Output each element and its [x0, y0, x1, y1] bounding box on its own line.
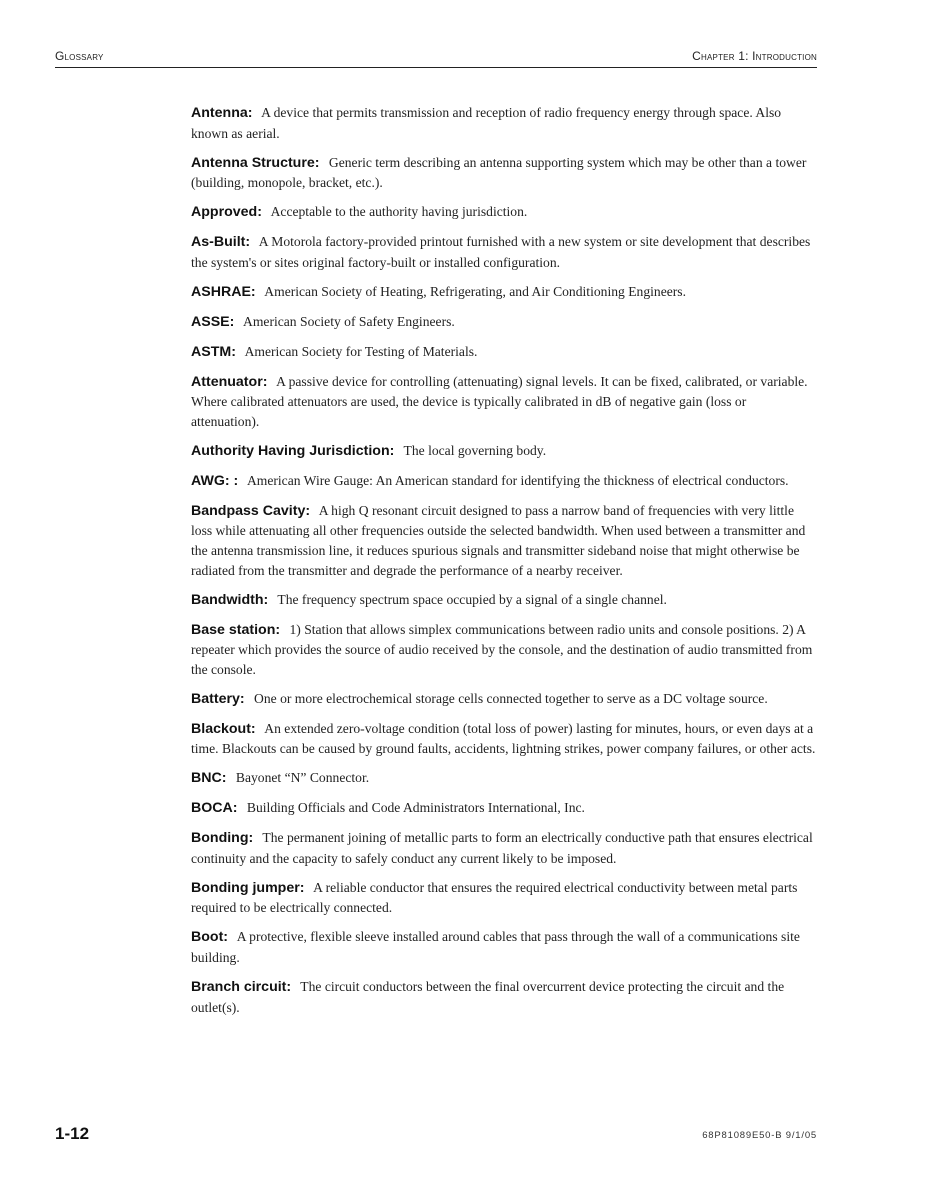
document-id: 68P81089E50-B 9/1/05 — [702, 1130, 817, 1141]
glossary-term: Branch circuit: — [191, 979, 292, 995]
page-number: 1-12 — [55, 1124, 90, 1143]
glossary-definition: A passive device for controlling (attenuating) signal levels. It can be fixed, calibrated, or variable. Where calibrated attenuators are used, the device is typically calibrated in dB of negative gain (loss or attenuation). — [191, 373, 808, 429]
glossary-entry — [191, 798, 817, 819]
glossary-term: ASHRAE: — [191, 283, 256, 300]
glossary-entry — [191, 927, 817, 967]
header-rule — [55, 67, 817, 68]
glossary-term: Bandwidth: — [191, 591, 269, 608]
glossary-definition: The frequency spectrum space occupied by a signal of a single channel. — [277, 591, 667, 607]
glossary-definition: The circuit conductors between the final overcurrent device protecting the circuit and the outlet(s). — [191, 979, 785, 1015]
glossary-term: Base station: — [191, 621, 281, 638]
glossary-term: Battery: — [191, 690, 245, 707]
glossary-definition: 1) Station that allows simplex communications between radio units and console positions. 2) A repeater which provides the source of audio received by the console, and the destination of audio transmitted from the console. — [191, 621, 813, 677]
glossary-entry — [191, 689, 817, 710]
glossary-definition: A protective, flexible sleeve installed around cables that pass through the wall of a communications site building. — [191, 929, 800, 966]
glossary-definition: American Wire Gauge: An American standard for identifying the thickness of electrical conductors. — [246, 472, 789, 488]
glossary-definition: Generic term describing an antenna supporting system which may be other than a tower (building, monopole, bracket, etc.). — [191, 154, 807, 191]
glossary-term: BNC: — [191, 770, 227, 787]
glossary-entry — [191, 501, 817, 580]
glossary-definition: The local governing body. — [403, 442, 547, 458]
glossary-term: Approved: — [191, 204, 262, 221]
glossary-term: As-Built: — [191, 234, 251, 251]
glossary-entry — [191, 312, 817, 333]
glossary-entry — [191, 153, 817, 193]
glossary-entry — [191, 878, 817, 918]
glossary-term: BOCA: — [191, 800, 238, 817]
glossary-list — [191, 103, 817, 1027]
running-header-section: Glossary — [55, 49, 104, 63]
glossary-definition: American Society of Safety Engineers. — [243, 313, 455, 329]
glossary-term: AWG: : — [191, 472, 239, 489]
running-header-chapter: Chapter 1: Introduction — [692, 49, 817, 63]
glossary-term: Bonding jumper: — [191, 879, 305, 896]
glossary-entry — [191, 441, 817, 462]
glossary-term: Boot: — [191, 929, 229, 946]
glossary-entry — [191, 103, 817, 143]
glossary-entry — [191, 342, 817, 363]
glossary-definition: A high Q resonant circuit designed to pass a narrow band of frequencies with very little loss while attenuating all other frequencies outside the selected bandwidth. When used between a transmitter and the antenna transmission line, it reduces spurious signals and transmitter sideband noise that might otherwise be radiated from the transmitter and degrade the performance of a nearby receiver. — [191, 502, 806, 578]
glossary-entry — [191, 202, 817, 223]
glossary-definition: The permanent joining of metallic parts to form an electrically conductive path that ensures electrical continuity and the capacity to safely conduct any current likely to be imposed. — [191, 830, 813, 866]
glossary-definition: A Motorola factory-provided printout furnished with a new system or site development that describes the system's or sites original factory-built or installed configuration. — [191, 234, 811, 270]
glossary-entry — [191, 372, 817, 432]
glossary-entry — [191, 977, 817, 1017]
glossary-entry — [191, 590, 817, 611]
glossary-definition: One or more electrochemical storage cells connected together to serve as a DC voltage source. — [254, 690, 768, 706]
glossary-entry — [191, 719, 817, 759]
glossary-term: ASSE: — [191, 313, 235, 330]
glossary-entry — [191, 471, 817, 492]
glossary-term: ASTM: — [191, 343, 236, 360]
glossary-term: Bonding: — [191, 830, 254, 847]
glossary-definition: American Society of Heating, Refrigerating, and Air Conditioning Engineers. — [264, 283, 686, 299]
glossary-term: Attenuator: — [191, 373, 268, 390]
glossary-term: Authority Having Jurisdiction: — [191, 442, 395, 459]
glossary-term: Antenna: — [191, 105, 253, 121]
glossary-entry — [191, 768, 817, 789]
glossary-definition: American Society for Testing of Materials. — [244, 343, 478, 359]
glossary-term: Antenna Structure: — [191, 154, 320, 171]
glossary-entry — [191, 282, 817, 303]
glossary-definition: Bayonet “N” Connector. — [235, 770, 370, 786]
glossary-definition: A reliable conductor that ensures the required electrical conductivity between metal parts required to be electrically connected. — [191, 879, 798, 916]
glossary-definition: Acceptable to the authority having jurisdiction. — [270, 204, 528, 220]
glossary-entry — [191, 828, 817, 868]
glossary-term: Blackout: — [191, 720, 256, 737]
glossary-definition: An extended zero-voltage condition (total loss of power) lasting for minutes, hours, or even days at a time. Blackouts can be caused by ground faults, accidents, lightning strikes, power company failures, or other acts. — [191, 720, 816, 757]
glossary-definition: Building Officials and Code Administrators International, Inc. — [246, 800, 585, 816]
glossary-definition: A device that permits transmission and reception of radio frequency energy through space. Also known as aerial. — [191, 105, 782, 141]
glossary-entry — [191, 232, 817, 272]
glossary-entry — [191, 620, 817, 680]
glossary-term: Bandpass Cavity: — [191, 502, 311, 519]
